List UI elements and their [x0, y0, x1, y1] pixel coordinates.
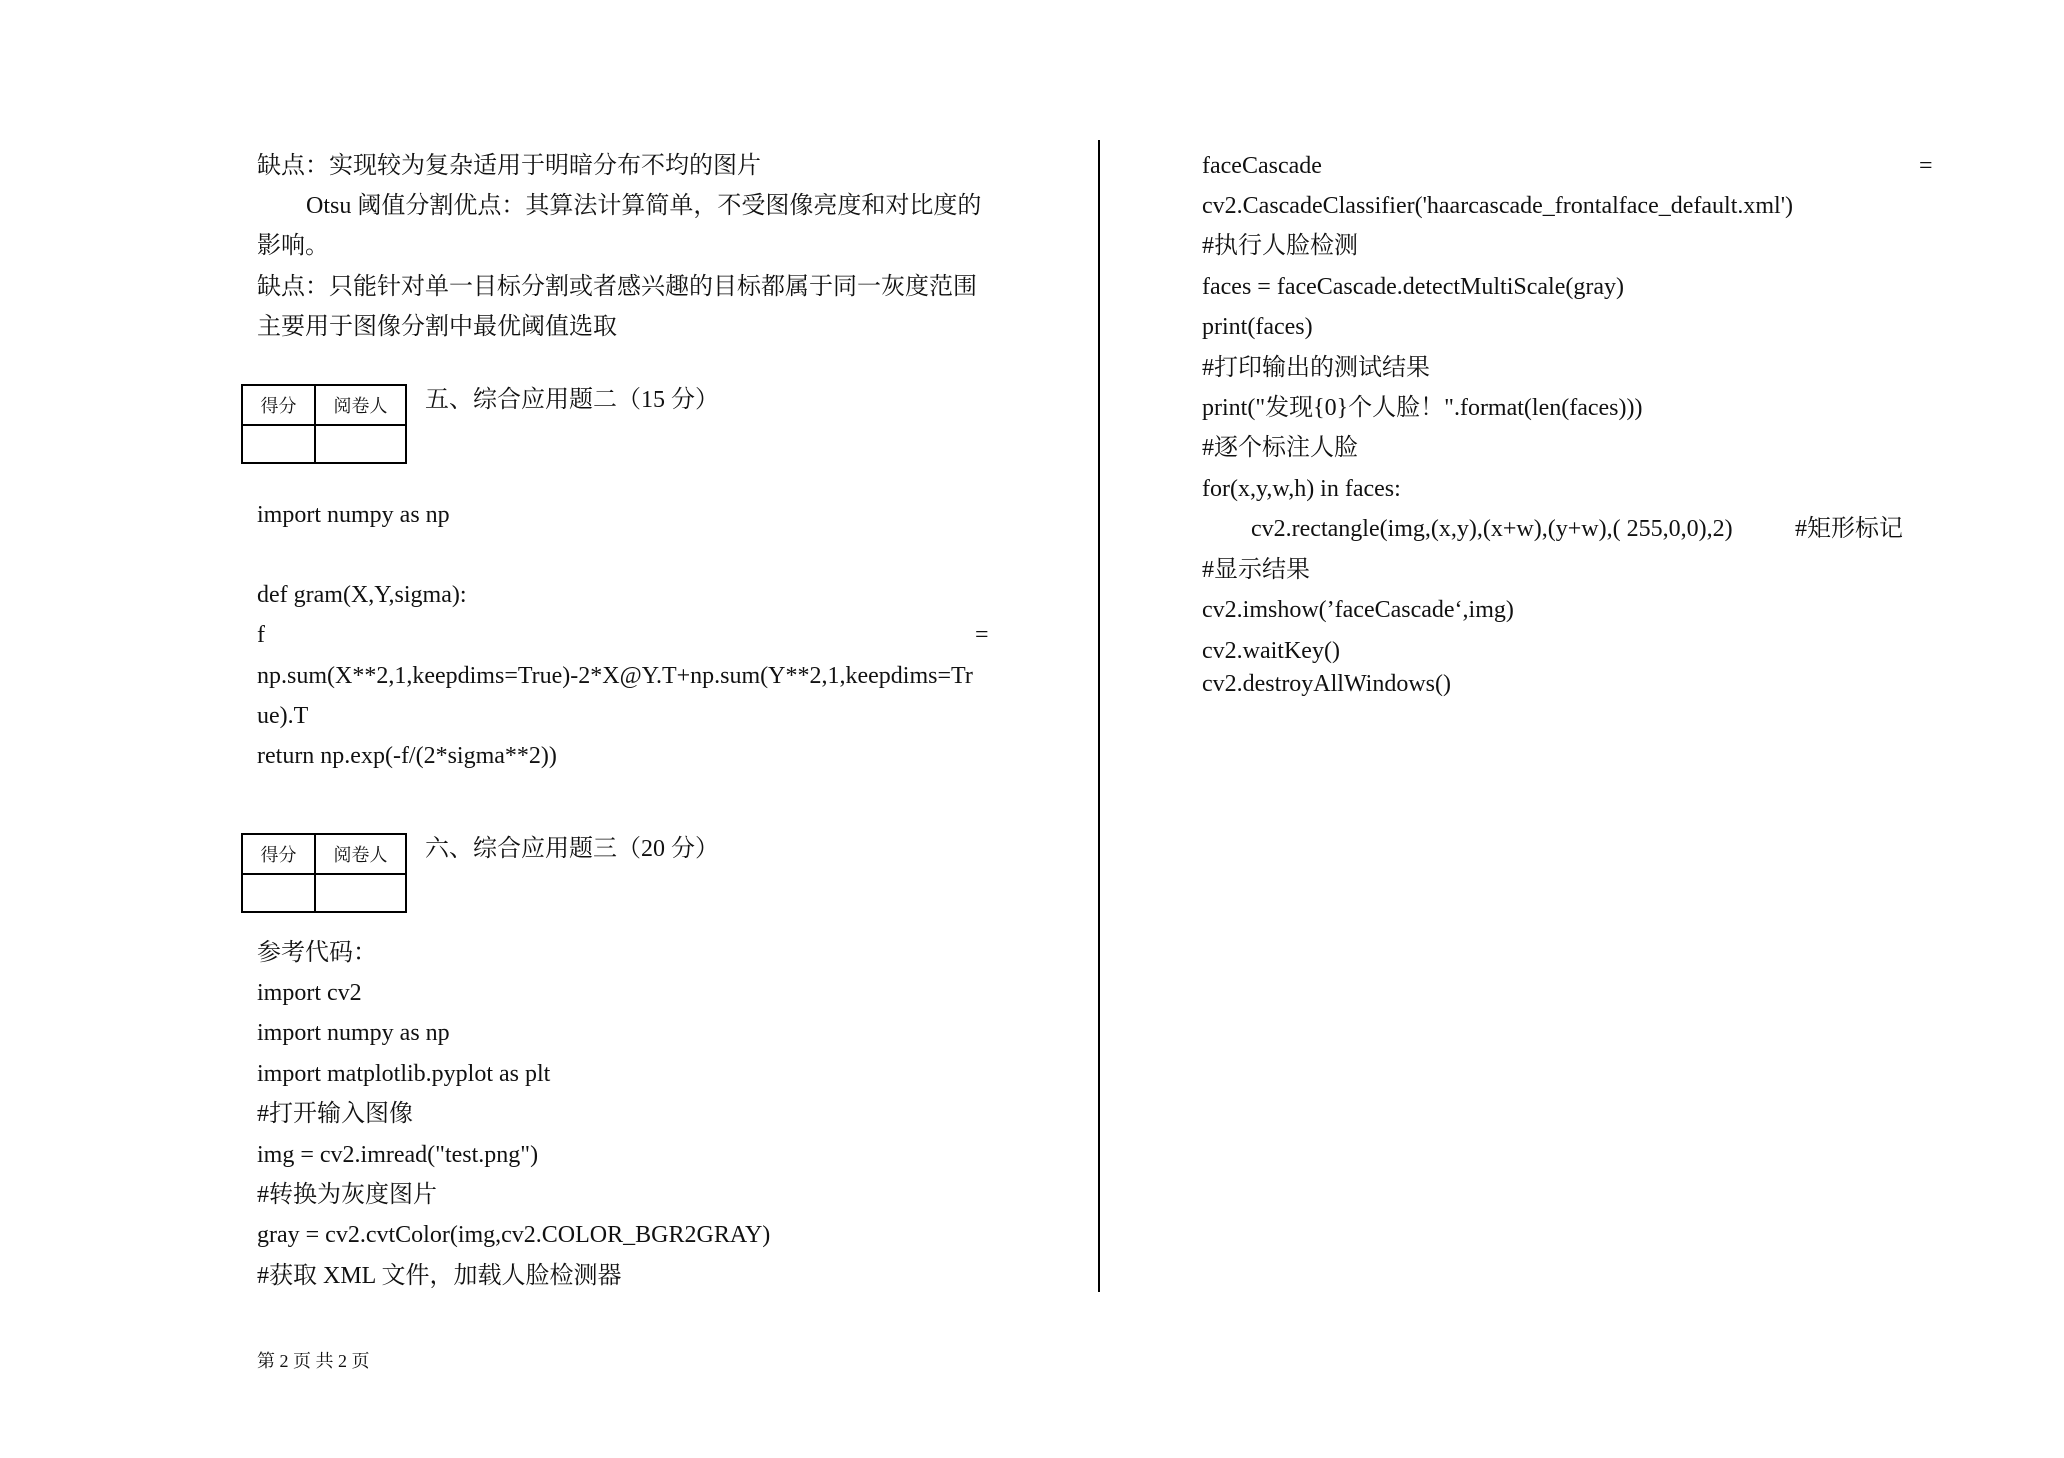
otsu-advantage-text-cont: 影响。 — [257, 233, 329, 259]
code-destroy-windows: cv2.destroyAllWindows() — [1202, 671, 1451, 697]
ref-code-label: 参考代码： — [257, 940, 377, 966]
grader-cell — [315, 874, 406, 912]
code-print-faces: print(faces) — [1202, 314, 1313, 340]
column-divider — [1098, 140, 1100, 1292]
code-comment-detect: #执行人脸检测 — [1202, 233, 1358, 259]
score-label: 得分 — [242, 834, 315, 874]
code-return: return np.exp(-f/(2*sigma**2)) — [257, 743, 557, 769]
code-cascade-classifier: cv2.CascadeClassifier('haarcascade_frontalface_default.xml') — [1202, 193, 1794, 219]
code-rectangle-comment: #矩形标记 — [1795, 516, 1903, 542]
grader-label: 阅卷人 — [315, 834, 406, 874]
score-table-section6 — [241, 833, 407, 913]
code-f-expr-2: ue).T — [257, 703, 309, 729]
code-comment-show: #显示结果 — [1202, 557, 1310, 583]
code-print-count: print("发现{0}个人脸！".format(len(faces))) — [1202, 395, 1643, 421]
code-def-gram: def gram(X,Y,sigma): — [257, 582, 467, 608]
code-imshow: cv2.imshow(’faceCascade‘,img) — [1202, 597, 1514, 623]
cons-text-1: 缺点：实现较为复杂适用于明暗分布不均的图片 — [257, 153, 761, 179]
otsu-advantage-text: Otsu 阈值分割优点：其算法计算简单，不受图像亮度和对比度的 — [306, 193, 982, 219]
score-cell — [242, 874, 315, 912]
grader-label: 阅卷人 — [315, 385, 406, 425]
code-imread: img = cv2.imread("test.png") — [257, 1142, 539, 1168]
code-import-matplotlib: import matplotlib.pyplot as plt — [257, 1061, 551, 1087]
score-cell — [242, 425, 315, 463]
score-table-section5 — [241, 384, 407, 464]
grader-cell — [315, 425, 406, 463]
code-comment-grayscale: #转换为灰度图片 — [257, 1182, 437, 1208]
code-comment-xml: #获取 XML 文件，加载人脸检测器 — [257, 1263, 622, 1289]
code-waitkey: cv2.waitKey() — [1202, 638, 1340, 664]
code-import-numpy: import numpy as np — [257, 502, 450, 528]
otsu-cons-text: 缺点：只能针对单一目标分割或者感兴趣的目标都属于同一灰度范围 — [257, 274, 977, 300]
code-f-equals: = — [975, 622, 989, 648]
page-footer: 第 2 页 共 2 页 — [257, 1351, 370, 1371]
code-cvtcolor: gray = cv2.cvtColor(img,cv2.COLOR_BGR2GRAY) — [257, 1222, 771, 1248]
code-comment-annotate: #逐个标注人脸 — [1202, 435, 1358, 461]
code-detect-multiscale: faces = faceCascade.detectMultiScale(gray) — [1202, 274, 1624, 300]
code-f-expr-1: np.sum(X**2,1,keepdims=True)-2*X@Y.T+np.sum(Y**2,1,keepdims=Tr — [257, 663, 973, 689]
code-import-numpy-2: import numpy as np — [257, 1020, 450, 1046]
code-f-var: f — [257, 622, 265, 648]
code-facecascade-equals: = — [1919, 153, 1933, 179]
code-for-loop: for(x,y,w,h) in faces: — [1202, 476, 1401, 502]
code-import-cv2: import cv2 — [257, 980, 362, 1006]
code-comment-print-result: #打印输出的测试结果 — [1202, 355, 1430, 381]
score-label: 得分 — [242, 385, 315, 425]
section6-title: 六、综合应用题三（20 分） — [425, 836, 719, 862]
code-facecascade-var: faceCascade — [1202, 153, 1322, 179]
otsu-cons-text-cont: 主要用于图像分割中最优阈值选取 — [257, 314, 617, 340]
section5-title: 五、综合应用题二（15 分） — [425, 387, 719, 413]
code-comment-open-image: #打开输入图像 — [257, 1101, 413, 1127]
code-rectangle: cv2.rectangle(img,(x,y),(x+w),(y+w),( 255,0,0),2) — [1251, 516, 1733, 542]
